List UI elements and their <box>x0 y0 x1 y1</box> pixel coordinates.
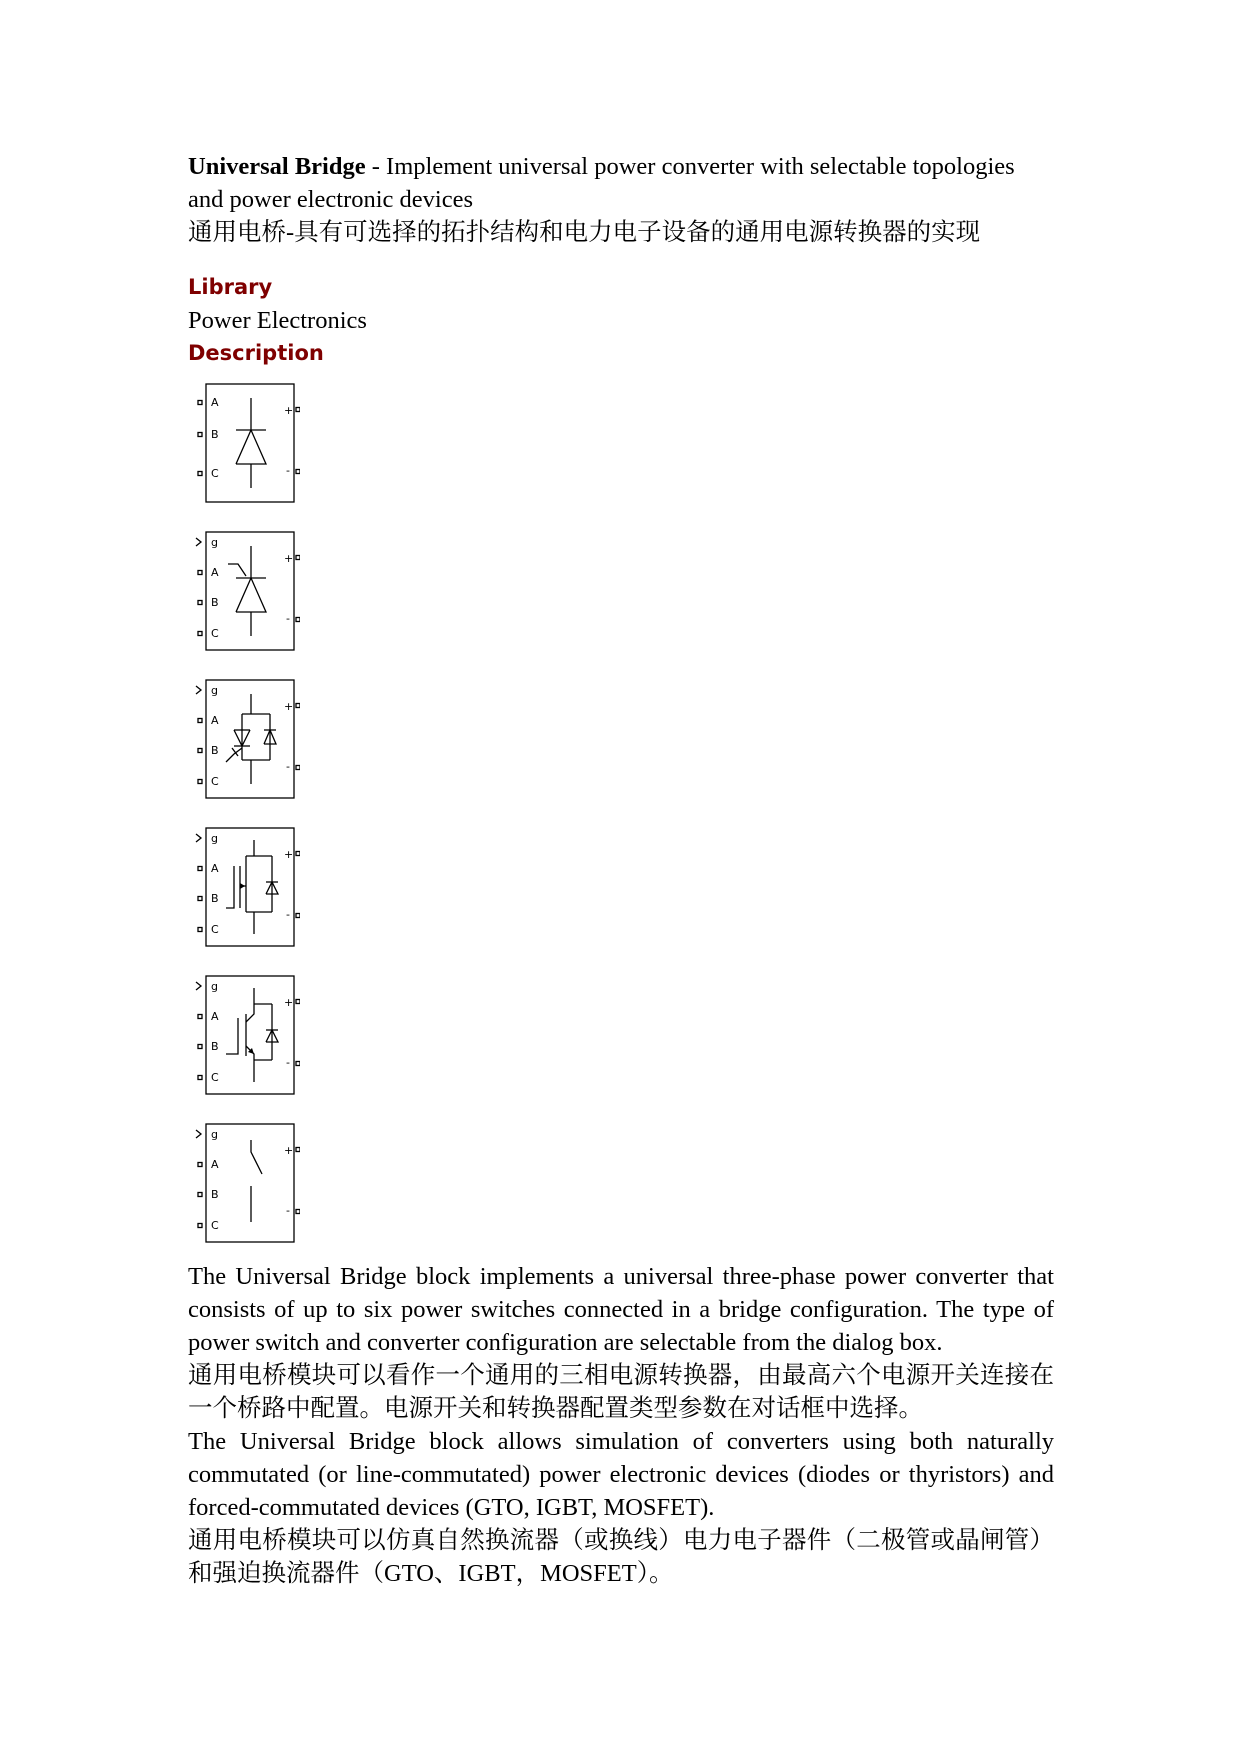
block-summary-zh: 通用电桥-具有可选择的拓扑结构和电力电子设备的通用电源转换器的实现 <box>188 219 981 246</box>
port-plus-label: + <box>284 700 294 713</box>
port-g-label: g <box>211 832 218 845</box>
description-paragraph: The Universal Bridge block allows simulation of converters using both naturally commutated (or line-commutated) power electronic devices (diodes or thyristors) and forced-commutated devices (GTO, IGBT, MOSFET). <box>188 1428 1054 1521</box>
description-heading: Description <box>188 341 324 365</box>
port-c-label: C <box>211 1071 219 1084</box>
port-b-label: B <box>211 428 219 441</box>
port-b-label: B <box>211 1040 219 1053</box>
port-b-label: B <box>211 892 219 905</box>
port-minus-label: - <box>286 612 290 625</box>
library-value: Power Electronics <box>188 307 367 334</box>
port-a-label: A <box>211 714 219 727</box>
port-plus-label: + <box>284 1144 294 1157</box>
thyristor-bridge-block <box>188 530 300 654</box>
block-summary: Implement universal power converter with selectable topologies and power electronic devices <box>188 153 1015 213</box>
port-plus-label: + <box>284 404 294 417</box>
diode-bridge-block <box>188 382 300 506</box>
port-b-label: B <box>211 744 219 757</box>
port-g-label: g <box>211 1128 218 1141</box>
port-a-label: A <box>211 1010 219 1023</box>
port-c-label: C <box>211 1219 219 1232</box>
title-line <box>188 150 1054 216</box>
port-plus-label: + <box>284 848 294 861</box>
port-b-label: B <box>211 596 219 609</box>
port-c-label: C <box>211 923 219 936</box>
port-plus-label: + <box>284 996 294 1009</box>
port-plus-label: + <box>284 552 294 565</box>
block-icon-list <box>188 382 1054 1246</box>
port-g-label: g <box>211 980 218 993</box>
port-a-label: A <box>211 862 219 875</box>
port-a-label: A <box>211 566 219 579</box>
port-a-label: A <box>211 396 219 409</box>
port-c-label: C <box>211 775 219 788</box>
port-g-label: g <box>211 684 218 697</box>
mosfet-bridge-block <box>188 826 300 950</box>
port-minus-label: - <box>286 1056 290 1069</box>
port-a-label: A <box>211 1158 219 1171</box>
port-c-label: C <box>211 627 219 640</box>
port-g-label: g <box>211 536 218 549</box>
port-minus-label: - <box>286 760 290 773</box>
ideal-switch-bridge-block <box>188 1122 300 1246</box>
description-paragraph: The Universal Bridge block implements a universal three-phase power converter that consists of up to six power switches connected in a bridge configuration. The type of power switch and converter configuration are selectable from the dialog box. <box>188 1263 1054 1356</box>
port-c-label: C <box>211 467 219 480</box>
gto-bridge-block <box>188 678 300 802</box>
library-heading: Library <box>188 275 273 299</box>
block-name: Universal Bridge <box>188 153 366 180</box>
port-b-label: B <box>211 1188 219 1201</box>
title-separator: - <box>365 153 387 180</box>
document-page <box>188 150 1054 1590</box>
port-minus-label: - <box>286 908 290 921</box>
port-minus-label: - <box>286 464 290 477</box>
port-minus-label: - <box>286 1204 290 1217</box>
description-paragraph-zh: 通用电桥模块可以看作一个通用的三相电源转换器，由最高六个电源开关连接在一个桥路中配置。电源开关和转换器配置类型参数在对话框中选择。 <box>188 1362 1054 1422</box>
igbt-bridge-block <box>188 974 300 1098</box>
description-paragraph-zh: 通用电桥模块可以仿真自然换流器（或换线）电力电子器件（二极管或晶闸管）和强迫换流器件（GTO、IGBT，MOSFET）。 <box>188 1527 1054 1587</box>
